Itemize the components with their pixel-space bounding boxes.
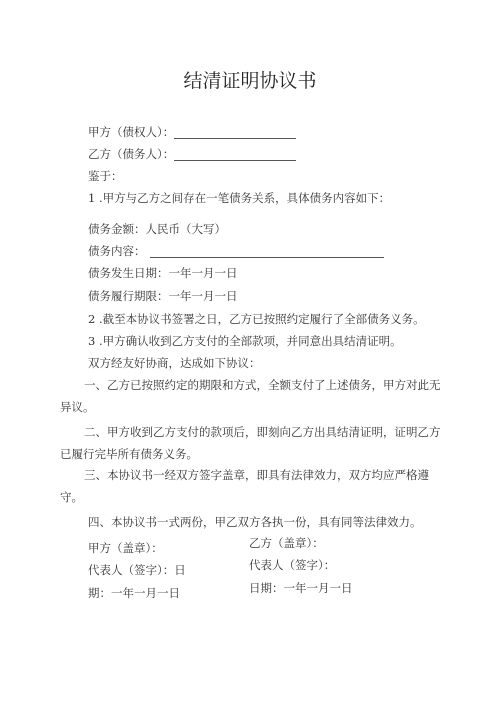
clause-2: 二、甲方收到乙方支付的款项后，即刻向乙方出具结清证明，证明乙方已履行完毕所有债务义务。: [60, 425, 441, 461]
debt-performance-period: 债务履行期限：一年一月一日: [88, 289, 238, 303]
clause-3: 三、本协议书一经双方签字盖章，即具有法律效力，双方均应严格遵守。: [60, 468, 429, 504]
party-a-line: [88, 125, 296, 139]
party-b-line: [88, 147, 296, 161]
whereas-item-3: 3 .甲方确认收到乙方支付的全部款项，并同意出具结清证明。: [88, 334, 402, 348]
party-a-label: 甲方（债权人）：: [88, 125, 175, 139]
party-a-seal: 甲方（盖章）：: [88, 541, 163, 555]
debt-content-label: 债务内容：: [88, 244, 146, 258]
debt-amount: 债务金额：人民币（大写）: [88, 222, 226, 236]
whereas-item-1: 1 .甲方与乙方之间存在一笔债务关系，具体债务内容如下：: [88, 191, 391, 205]
clause-1: 一、乙方已按照约定的期限和方式，全额支付了上述债务，甲方对此无异议。: [60, 378, 441, 414]
whereas-item-2: 2 .截至本协议书签署之日，乙方已按照约定履行了全部债务义务。: [88, 312, 425, 326]
party-b-blank: [174, 148, 296, 161]
whereas-heading: 鉴于：: [88, 169, 123, 183]
party-b-date: 日期：一年一月一日: [249, 581, 353, 595]
clause-4: 四、本协议书一式两份，甲乙双方各执一份，具有同等法律效力。: [88, 515, 422, 529]
document-title: 结清证明协议书: [183, 70, 317, 92]
party-a-representative: 代表人（签字）：日: [88, 563, 186, 577]
debt-occurrence-date: 债务发生日期：一年一月一日: [88, 266, 238, 280]
party-b-seal: 乙方（盖章）：: [249, 536, 324, 550]
agreement-intro: 双方经友好协商，达成如下协议：: [88, 356, 261, 370]
party-b-representative: 代表人（签字）：: [249, 558, 336, 572]
debt-content-line: [88, 244, 384, 258]
debt-content-blank: [150, 245, 384, 258]
party-a-blank: [174, 126, 296, 139]
party-a-date: 期：一年一月一日: [88, 586, 180, 600]
party-b-label: 乙方（债务人）：: [88, 147, 175, 161]
